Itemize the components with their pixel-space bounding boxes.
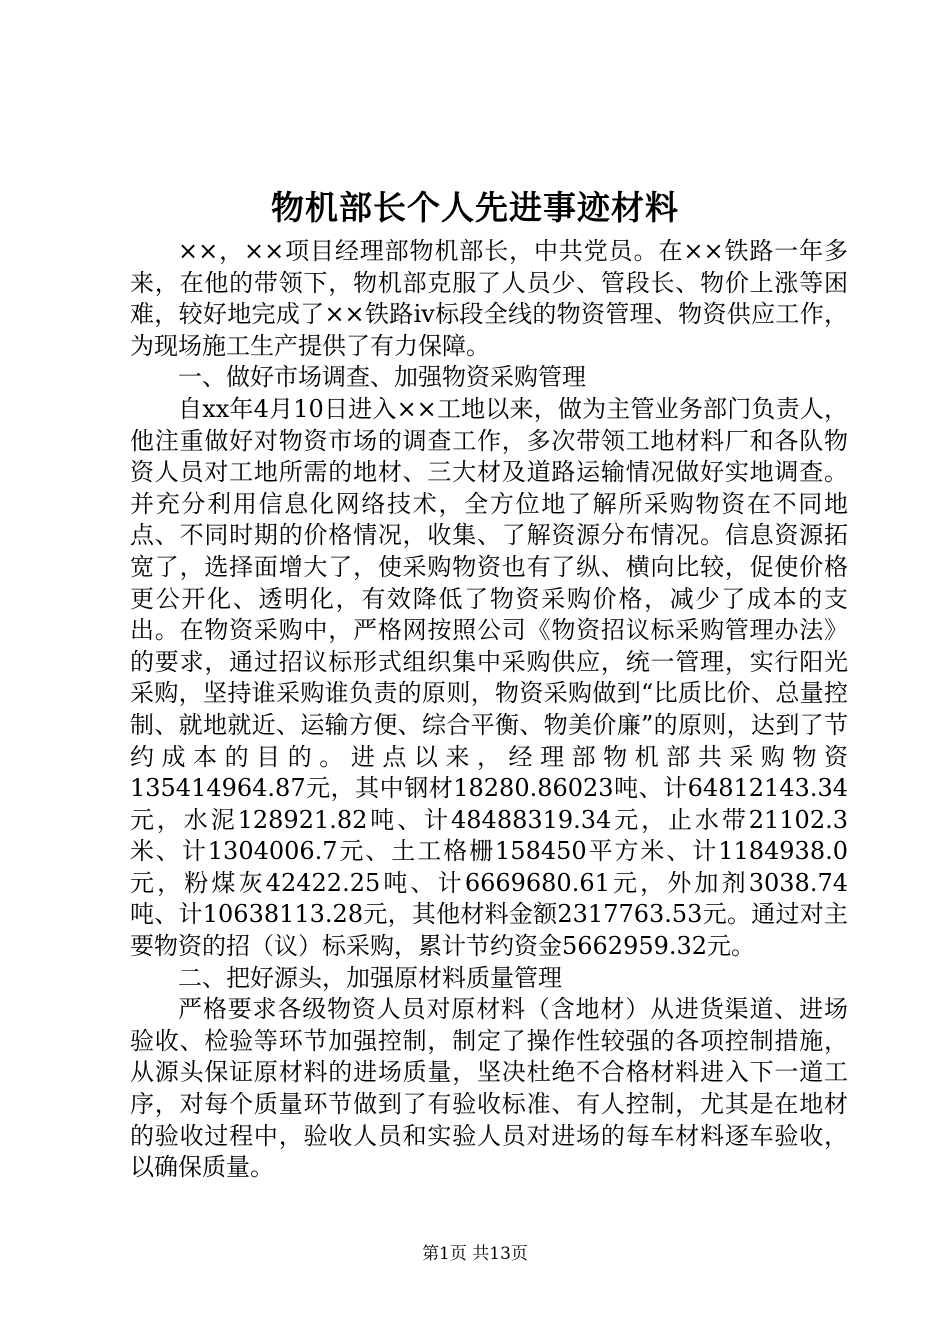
intro-paragraph: ××，××项目经理部物机部长，中共党员。在××铁路一年多来，在他的带领下，物机部克服了人员少、管段长、物价上涨等困难，较好地完成了××铁路iv标段全线的物资管理、物资供应工作，为现场施工生产提供了有力保障。 bbox=[130, 237, 848, 360]
section-heading-procurement: 一、做好市场调查、加强物资采购管理 bbox=[178, 363, 586, 392]
document-body bbox=[130, 236, 848, 1184]
document-title: 物机部长个人先进事迹材料 bbox=[271, 188, 679, 227]
page-number-footer: 第1页 共13页 bbox=[422, 1244, 528, 1264]
section-heading-quality: 二、把好源头，加强原材料质量管理 bbox=[178, 963, 562, 992]
procurement-paragraph: 自xx年4月10日进入××工地以来，做为主管业务部门负责人，他注重做好对物资市场的调查工作，多次带领工地材料厂和各队物资人员对工地所需的地材、三大材及道路运输情况做好实地调查。并充分利用信息化网络技术，全方位地了解所采购物资在不同地点、不同时期的价格情况，收集、了解资源分布情况。信息资源拓宽了，选择面增大了，使采购物资也有了纵、横向比较，促使价格更公开化、透明化，有效降低了物资采购价格，减少了成本的支出。在物资采购中，严格网按照公司《物资招议标采购管理办法》的要求，通过招议标形式组织集中采购供应，统一管理，实行阳光采购，坚持谁采购谁负责的原则，物资采购做到“比质比价、总量控制、就地就近、运输方便、综合平衡、物美价廉”的原则，达到了节约成本的目的。进点以来，经理部物机部共采购物资135414964.87元，其中钢材18280.86023吨、计64812143.34元，水泥128921.82吨、计48488319.34元，止水带21102.3米、计1304006.7元、土工格栅158450平方米、计1184938.0元，粉煤灰42422.25吨、计6669680.61元，外加剂3038.74吨、计10638113.28元，其他材料金额2317763.53元。通过对主要物资的招（议）标采购，累计节约资金5662959.32元。 bbox=[130, 394, 848, 961]
quality-paragraph: 严格要求各级物资人员对原材料（含地材）从进货渠道、进场验收、检验等环节加强控制，制定了操作性较强的各项控制措施，从源头保证原材料的进场质量，坚决杜绝不合格材料进入下一道工序，对每个质量环节做到了有验收标准、有人控制，尤其是在地材的验收过程中，验收人员和实验人员对进场的每车材料逐车验收，以确保质量。 bbox=[130, 995, 848, 1182]
